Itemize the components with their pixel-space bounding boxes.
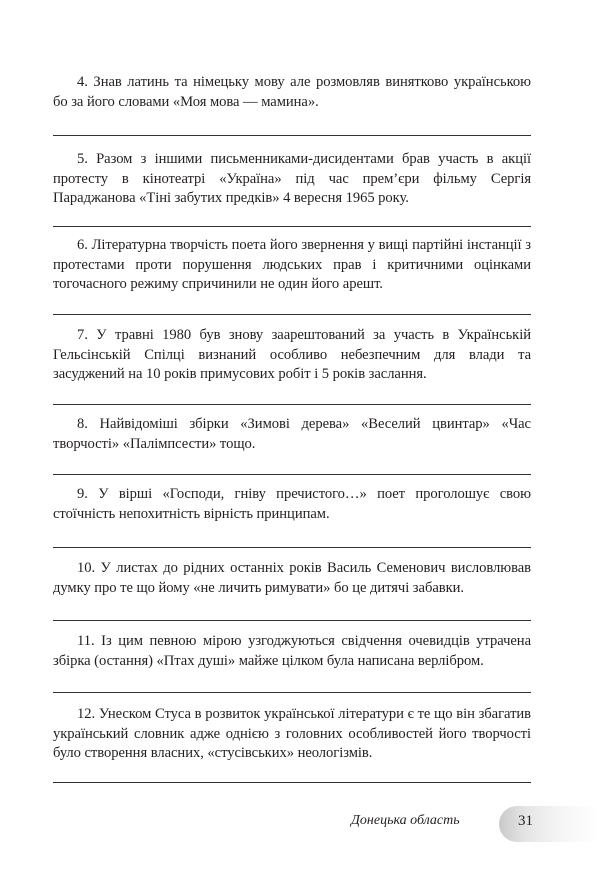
statement-text: 7. У травні 1980 був знову заарештований за участь в Українській Гельсінській Спілці визнаний особливо небезпечним для влади та засуджений на 10 років примусових робіт і 5 років заслання. [53,327,531,382]
answer-line [53,547,531,548]
answer-line [53,314,531,315]
footer-region-label: Донецька область [351,813,460,828]
statement-text: 6. Літературна творчість поета його звернення у вищі партійні інстанції з протестами проти порушення людських прав і критичними оцінками тогочасного режиму спричинили не один його арешт. [53,237,531,292]
statement-text: 5. Разом з іншими письменниками-дисидентами брав участь в акції протесту в кінотеатрі «Україна» під час прем’єри фільму Сергія Параджанова «Тіні забутих предків» 4 вересня 1965 року. [53,151,531,206]
statement-item [53,559,531,598]
statement-item [53,705,531,764]
statement-item [53,415,531,454]
answer-line [53,474,531,475]
statement-item [53,150,531,209]
statement-item [53,632,531,671]
answer-line [53,404,531,405]
statement-text: 12. Унеском Стуса в розвиток української літератури є те що він збагатив український словник адже однією з головних особливостей його творчості було створення власних, «стусівських» неологізмів. [53,706,531,761]
statement-item [53,485,531,524]
statement-item [53,73,531,112]
statement-text: 4. Знав латинь та німецьку мову але розмовляв винятково українською бо за його словами «Моя мова — мамина». [53,74,531,110]
page-number: 31 [518,813,533,829]
statement-item [53,326,531,385]
answer-line [53,782,531,783]
answer-line [53,226,531,227]
answer-line [53,135,531,136]
statement-text: 10. У листах до рідних останніх років Василь Семенович висловлював думку про те що йому «не личить римувати» бо це дитячі забавки. [53,560,531,596]
statement-text: 8. Найвідоміші збірки «Зимові дерева» «Веселий цвинтар» «Час творчості» «Палімпсести» тощо. [53,416,531,452]
answer-line [53,620,531,621]
statement-text: 11. Із цим певною мірою узгоджуються свідчення очевидців утрачена збірка (остання) «Птах душі» майже цілком була написана верлібром. [53,633,531,669]
answer-line [53,692,531,693]
statement-item [53,236,531,295]
statement-text: 9. У вірші «Господи, гніву пречистого…» поет проголошує свою стоїчність непохитність вірність принципам. [53,486,531,522]
page-number-tab [499,806,600,842]
